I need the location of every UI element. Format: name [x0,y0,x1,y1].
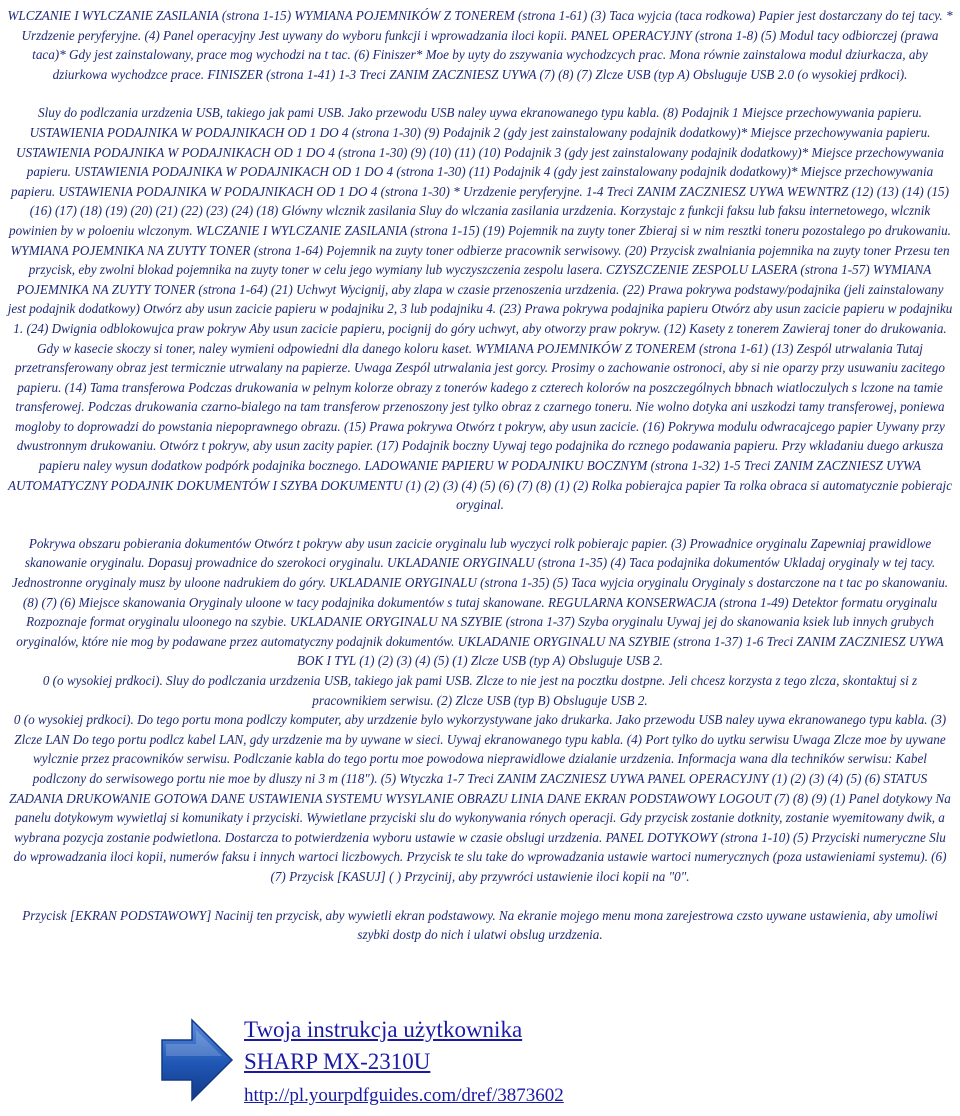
arrow-right-icon [158,1016,234,1104]
paragraph-usb-port: 0 (o wysokiej prdkoci). Sluy do podlczania urzdzenia USB, takiego jak pami USB. Zlcze to nie jest na pocztku dostpne. Jeli chcesz korzysta z tego zlcza, skontaktuj si z pracownikiem serwisu. (2) Zlcze USB (typ B) Obsluguje USB 2. [42,673,918,708]
manual-link-model[interactable]: SHARP MX-2310U [244,1049,431,1074]
manual-link-url[interactable]: http://pl.yourpdfguides.com/dref/3873602 [244,1085,564,1106]
manual-link-title[interactable]: Twoja instrukcja użytkownika [244,1017,523,1042]
paragraph-trays-interior: Sluy do podlczania urzdzenia USB, takiego jak pami USB. Jako przewodu USB naley uywa ekranowanego typu kabla. (8) Podajnik 1 Miejsce przechowywania papieru. USTAWIENIA PODAJNIKA W PODAJNIKACH OD 1 DO 4 (strona 1-30) (9) Podajnik 2 (gdy jest zainstalowany podajnik dodatkowy)* Miejsce przechowywania papieru. USTAWIENIA PODAJNIKA W PODAJNIKACH OD 1 DO 4 (strona 1-30) (9) (10) (11) (10) Podajnik 3 (gdy jest zainstalowany podajnik dodatkowy)* Miejsce przechowywania papieru. USTAWIENIA PODAJNIKA W PODAJNIKACH OD 1 DO 4 (strona 1-30) (11) Podajnik 4 (gdy jest zainstalowany podajnik dodatkowy)* Miejsce przechowywania papieru. USTAWIENIA PODAJNIKA W PODAJNIKACH OD 1 DO 4 (strona 1-30) * Urzdzenie peryferyjne. 1-4 Treci ZANIM ZACZNIESZ UYWA WEWNTRZ (12) (13) (14) (15) (16) (17) (18) (19) (20) (21) (22) (23) (24) (18) Glówny wlcznik zasilania Sluy do wlczania zasilania urzdzenia. Korzystajc z funkcji faksu lub faksu internetowego, wlcznik powinien by w poloeniu wlczonym. WLCZANIE I WYLCZANIE ZASILANIA (strona 1-15) (19) Pojemnik na zuyty toner Zbieraj si w nim resztki toneru pozostalego po drukowaniu. WYMIANA POJEMNIKA NA ZUYTY TONER (strona 1-64) Pojemnik na zuyty toner odbierze pracownik serwisowy. (20) Przycisk zwalniania pojemnika na zuyty toner Przesu ten przycisk, eby zwolni blokad pojemnika na zuyty toner w celu jego wymiany lub wyczyszczenia zespolu lasera. CZYSZCZENIE ZESPOLU LASERA (strona 1-57) WYMIANA POJEMNIKA NA ZUYTY TONER (strona 1-64) (21) Uchwyt Wycignij, aby zlapa w czasie przenoszenia urzdzenia. (22) Prawa pokrywa podstawy/podajnika (jeli zainstalowany jest podajnik dodatkowy) Otwórz aby usun zacicie papieru w podajniku 2, 3 lub podajniku 4. (23) Prawa pokrywa podajnika papieru Otwórz aby usun zacicie papieru w podajniku 1. (24) Dwignia odblokowujca praw pokryw Aby usun zacicie papieru, pocignij do góry uchwyt, aby otworzy praw pokryw. (12) Kasety z tonerem Zawieraj toner do drukowania. Gdy w kasecie skoczy si toner, naley wymieni odpowiedni dla danego koloru kaset. WYMIANA POJEMNIKÓW Z TONEREM (strona 1-61) (13) Zespól utrwalania Tutaj przetransferowany obraz jest termicznie utrwalany na papierze. Uwaga Zespól utrwalania jest gorcy. Prosimy o zachowanie ostronoci, aby si nie oparzy przy usuwaniu zacitego papieru. (14) Tama transferowa Podczas drukowania w pelnym kolorze obrazy z tonerów kadego z czterech kolorów na poszczególnych bbnach wiatloczulych s lczone na tamie transferowej. Podczas drukowania czarno-bialego na tam transferow przenoszony jest tylko obraz z czarnego toneru. Nie wolno dotyka ani uszkodzi tamy transferowej, poniewa mogloby to doprowadzi do powstania niepoprawnego obrazu. (15) Prawa pokrywa Otwórz t pokryw, aby usun zacicie. (16) Pokrywa modulu odwracajcego papier Uywany przy dwustronnym drukowaniu. Otwórz t pokryw, aby usun zacity papier. (17) Podajnik boczny Uywaj tego podajnika do rcznego podawania papieru. Przy wkladaniu duego arkusza papieru naley wysun dodatkow podpórk podajnika bocznego. LADOWANIE PAPIERU W PODAJNIKU BOCZNYM (strona 1-32) 1-5 Treci ZANIM ZACZNIESZ UYWA AUTOMATYCZNY PODAJNIK DOKUMENTÓW I SZYBA DOKUMENTU (1) (2) (3) (4) (5) (6) (7) (8) (1) (2) Rolka pobierajca papier Ta rolka obraca si automatycznie pobierajc oryginal. [7,105,953,513]
paragraph-components-front: WLCZANIE I WYLCZANIE ZASILANIA (strona 1-15) WYMIANA POJEMNIKÓW Z TONEREM (strona 1-61) (3) Taca wyjcia (taca rodkowa) Papier jest dostarczany do tej tacy. * Urzdzenie peryferyjne. (4) Panel operacyjny Jest uywany do wyboru funkcji i wprowadzania iloci kopii. PANEL OPERACYJNY (strona 1-8) (5) Modul tacy odbiorczej (prawa taca)* Gdy jest zainstalowany, prace mog wychodzi na t tac. (6) Finiszer* Moe by uyty do zszywania wychodzcych prac. Mona równie zainstalowa modul dziurkacza, aby dziurkowa wychodzce prace. FINISZER (strona 1-41) 1-3 Treci ZANIM ZACZNIESZ UYWA (7) (8) (7) Zlcze USB (typ A) Obsluguje USB 2.0 (o wysokiej prdkoci). [7,8,953,82]
footer-link-block [152,1012,712,1112]
paragraph-home-screen-key: Przycisk [EKRAN PODSTAWOWY] Nacinij ten przycisk, aby wywietli ekran podstawowy. Na ekranie mojego menu mona zarejestrowa czsto uywane ustawienia, aby umoliwi szybki dostp do nich i ulatwi obslug urzdzenia. [22,907,938,943]
paragraph-ports-operation-panel: 0 (o wysokiej prdkoci). Do tego portu mona podlczy komputer, aby urzdzenie bylo wykorzystywane jako drukarka. Jako przewodu USB naley uywa ekranowanego typu kabla. (3) Zlcze LAN Do tego portu podlcz kabel LAN, gdy urzdzenie ma by uywane w sieci. Uywaj ekranowanego typu kabla. (4) Port tylko do uytku serwisu Uwaga Zlcze moe by uywane wylcznie przez pracowników serwisu. Podlczanie kabla do tego portu moe powodowa nieprawidlowe dzialanie urzdzenia. Informacja wana dla techników serwisu: Kabel podlczony do serwisowego portu nie moe by dluszy ni 3 m (118"). (5) Wtyczka 1-7 Treci ZANIM ZACZNIESZ UYWA PANEL OPERACYJNY (1) (2) (3) (4) (5) (6) STATUS ZADANIA DRUKOWANIE GOTOWA DANE USTAWIENIA SYSTEMU WYSYLANIE OBRAZU LINIA DANE EKRAN PODSTAWOWY LOGOUT (7) (8) (9) (1) Panel dotykowy Na panelu dotykowym wywietlaj si komunikaty i przyciski. Wywietlane przyciski slu do wykonywania rónych operacji. Gdy przycisk zostanie dotknity, zostanie wyemitowany dwik, a wybrana pozycja zostanie podwietlona. Dostarcza to potwierdzenia wyboru ustawie w czasie obslugi urzdzenia. PANEL DOTYKOWY (strona 1-10) (5) Przyciski numeryczne Slu do wprowadzania iloci kopii, numerów faksu i innych wartoci liczbowych. Przycisk te slu take do wprowadzania ustawie wartoci numerycznych (poza ustawieniami systemu). (6) (7) Przycisk [KASUJ] ( ) Przycinij, aby przywróci ustawienie iloci kopii na "0". [9,712,951,884]
paragraph-document-feeder: Pokrywa obszaru pobierania dokumentów Otwórz t pokryw aby usun zacicie oryginalu lub wyczyci rolk pobierajc papier. (3) Prowadnice oryginalu Zapewniaj prawidlowe skanowanie oryginalu. Dopasuj prowadnice do szerokoci oryginalu. UKLADANIE ORYGINALU (strona 1-35) (4) Taca podajnika dokumentów Ukladaj oryginaly w tej tacy. Jednostronne oryginaly musz by uloone nadrukiem do góry. UKLADANIE ORYGINALU (strona 1-35) (5) Taca wyjcia oryginalu Oryginaly s dostarczone na t tac po skanowaniu. (8) (7) (6) Miejsce skanowania Oryginaly uloone w tacy podajnika dokumentów s tutaj skanowane. REGULARNA KONSERWACJA (strona 1-49) Detektor formatu oryginalu Rozpoznaje format oryginalu uloonego na szybie. UKLADANIE ORYGINALU NA SZYBIE (strona 1-37) Szyba oryginalu Uywaj jej do skanowania ksiek lub innych grubych oryginalów, które nie mog by podawane przez automatyczny podajnik dokumentów. UKLADANIE ORYGINALU NA SZYBIE (strona 1-37) 1-6 Treci ZANIM ZACZNIESZ UYWA BOK I TYL (1) (2) (3) (4) (5) (1) Zlcze USB (typ A) Obsluguje USB 2. [11,535,949,669]
